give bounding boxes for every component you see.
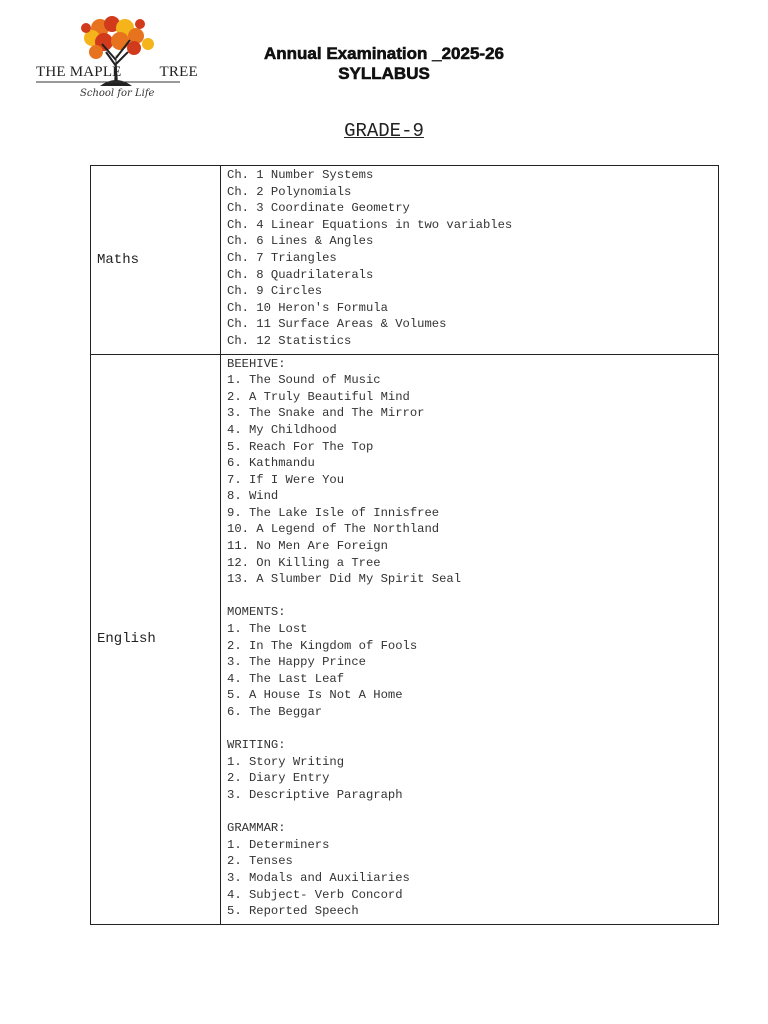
topic-item: Ch. 8 Quadrilaterals [227, 267, 374, 282]
topic-item: Ch. 9 Circles [227, 284, 323, 299]
logo-tagline: School for Life [80, 88, 155, 99]
topic-item: 8. Wind [227, 489, 279, 504]
topic-item: Ch. 10 Heron's Formula [227, 300, 388, 315]
logo-name-right: TREE [159, 64, 198, 80]
topic-item: 4. The Last Leaf [227, 671, 345, 686]
exam-title [0, 44, 768, 84]
topic-item: 1. The Sound of Music [227, 373, 381, 388]
section-heading: BEEHIVE: [227, 356, 286, 371]
topic-item: 5. A House Is Not A Home [227, 688, 403, 703]
section-spacer [227, 721, 712, 738]
topic-item: 3. The Snake and The Mirror [227, 406, 425, 421]
syllabus-table [90, 165, 719, 925]
grade-heading: GRADE-9 [344, 120, 424, 142]
exam-title-line2: SYLLABUS [338, 64, 430, 83]
topic-item: 2. A Truly Beautiful Mind [227, 389, 410, 404]
topic-item: 7. If I Were You [227, 472, 345, 487]
topic-item: 2. Diary Entry [227, 771, 330, 786]
topic-item: 12. On Killing a Tree [227, 555, 381, 570]
topic-item: 4. Subject- Verb Concord [227, 887, 403, 902]
topic-item: 3. Modals and Auxiliaries [227, 870, 410, 885]
topic-item: Ch. 2 Polynomials [227, 184, 352, 199]
topic-item: 6. The Beggar [227, 705, 323, 719]
logo-name-left: THE MAPLE [36, 64, 122, 80]
subject-name: Maths [91, 166, 221, 355]
subject-row [91, 166, 719, 355]
topic-item: Ch. 7 Triangles [227, 250, 337, 265]
subject-topics [221, 354, 719, 924]
section-spacer [227, 588, 712, 605]
topic-item: 6. Kathmandu [227, 456, 315, 471]
topic-item: Ch. 4 Linear Equations in two variables [227, 217, 513, 232]
topic-item: 5. Reach For The Top [227, 439, 374, 454]
topic-item: 1. Story Writing [227, 754, 345, 769]
subject-row [91, 354, 719, 924]
exam-title-line1: Annual Examination _2025-26 [264, 44, 504, 63]
topic-item: 13. A Slumber Did My Spirit Seal [227, 572, 462, 587]
topic-item: 2. Tenses [227, 854, 293, 869]
topic-item: Ch. 11 Surface Areas & Volumes [227, 317, 447, 332]
subject-name: English [91, 354, 221, 924]
topic-item: 1. Determiners [227, 837, 330, 852]
topic-item: 10. A Legend of The Northland [227, 522, 440, 537]
topic-item: 2. In The Kingdom of Fools [227, 638, 418, 653]
syllabus-table-body [91, 166, 719, 925]
topic-item: 11. No Men Are Foreign [227, 539, 388, 554]
topic-item: 3. The Happy Prince [227, 655, 366, 670]
subject-topics [221, 166, 719, 355]
section-heading: WRITING: [227, 738, 286, 753]
section-heading: MOMENTS: [227, 605, 286, 620]
topic-item: 4. My Childhood [227, 422, 337, 437]
topic-item: 3. Descriptive Paragraph [227, 787, 403, 802]
section-heading: GRAMMAR: [227, 821, 286, 836]
topic-item: Ch. 1 Number Systems [227, 168, 374, 182]
topic-item: 1. The Lost [227, 622, 308, 637]
section-spacer [227, 804, 712, 821]
topic-item: Ch. 6 Lines & Angles [227, 234, 374, 249]
topic-item: 5. Reported Speech [227, 904, 359, 919]
topic-item: Ch. 12 Statistics [227, 333, 352, 348]
topic-item: Ch. 3 Coordinate Geometry [227, 201, 410, 216]
topic-item: 9. The Lake Isle of Innisfree [227, 505, 440, 520]
